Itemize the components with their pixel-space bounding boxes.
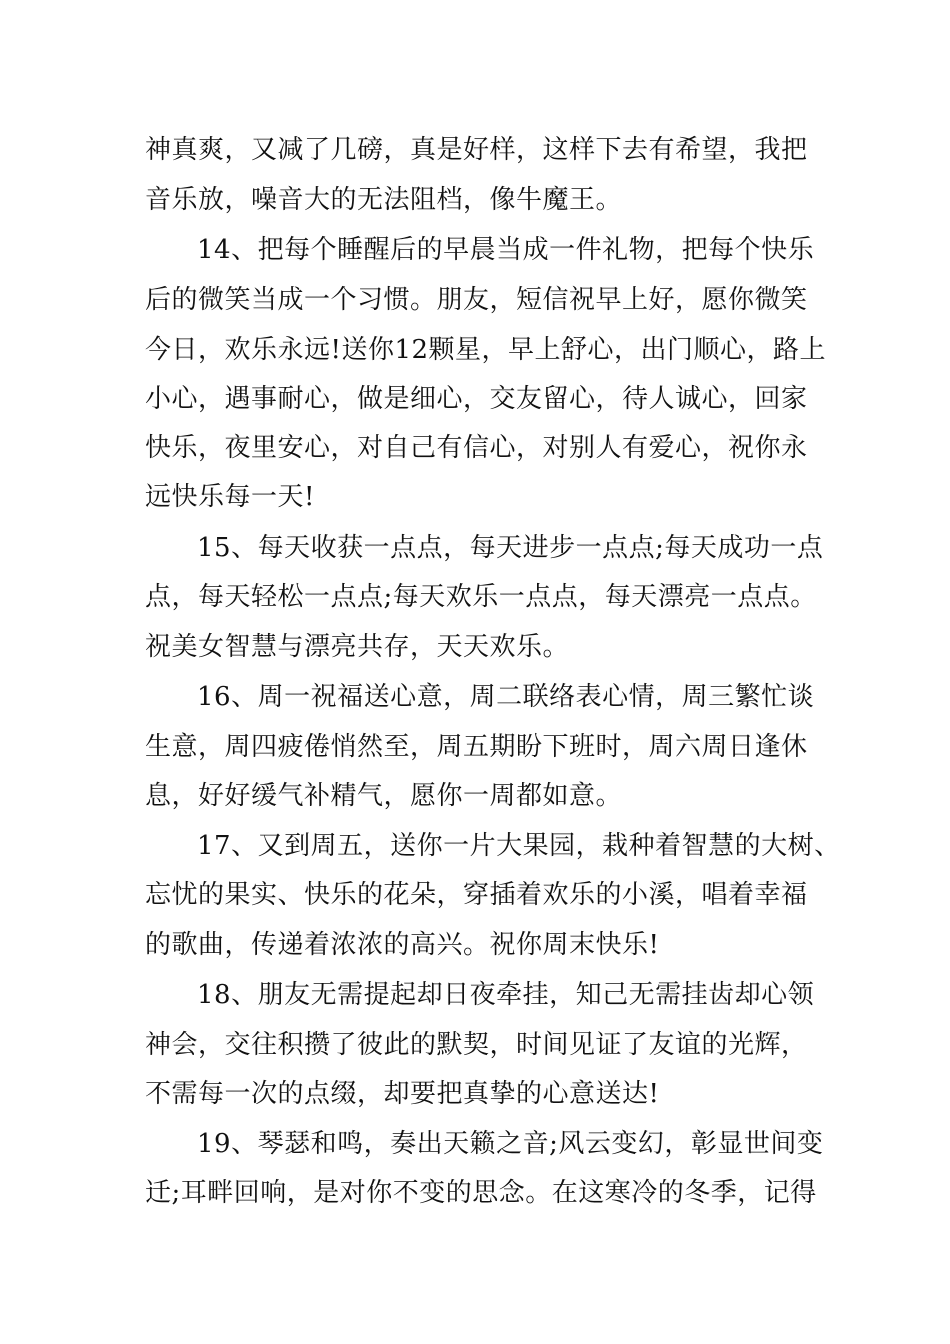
text-line: 神会，交往积攒了彼此的默契，时间见证了友谊的光辉， xyxy=(145,1030,808,1060)
text-line: 远快乐每一天! xyxy=(145,482,315,512)
text-line: 快乐，夜里安心，对自己有信心，对别人有爱心，祝你永 xyxy=(145,433,808,463)
text-line: 的歌曲，传递着浓浓的高兴。祝你周末快乐! xyxy=(145,930,660,960)
paragraph-18-start: 18、朋友无需提起却日夜牵挂，知己无需挂齿却心领 xyxy=(197,980,815,1010)
paragraph-19-start: 19、琴瑟和鸣，奏出天籁之音;风云变幻，彰显世间变 xyxy=(197,1129,824,1159)
text-line: 今日，欢乐永远!送你12颗星，早上舒心，出门顺心，路上 xyxy=(145,335,827,365)
text-line: 祝美女智慧与漂亮共存，天天欢乐。 xyxy=(145,632,570,662)
text-line: 点，每天轻松一点点;每天欢乐一点点，每天漂亮一点点。 xyxy=(145,582,817,612)
text-line: 忘忧的果实、快乐的花朵，穿插着欢乐的小溪，唱着幸福 xyxy=(145,880,808,910)
paragraph-16-start: 16、周一祝福送心意，周二联络表心情，周三繁忙谈 xyxy=(197,682,815,712)
text-line: 生意，周四疲倦悄然至，周五期盼下班时，周六周日逢休 xyxy=(145,732,808,762)
text-line: 小心，遇事耐心，做是细心，交友留心，待人诚心，回家 xyxy=(145,384,808,414)
paragraph-15-start: 15、每天收获一点点，每天进步一点点;每天成功一点 xyxy=(197,533,824,563)
paragraph-14-start: 14、把每个睡醒后的早晨当成一件礼物，把每个快乐 xyxy=(197,235,815,265)
text-line: 神真爽，又减了几磅，真是好样，这样下去有希望，我把 xyxy=(145,135,808,165)
text-line: 息，好好缓气补精气，愿你一周都如意。 xyxy=(145,781,623,811)
text-line: 后的微笑当成一个习惯。朋友，短信祝早上好，愿你微笑 xyxy=(145,285,808,315)
text-line: 音乐放，噪音大的无法阻档，像牛魔王。 xyxy=(145,185,623,215)
text-line: 不需每一次的点缀，却要把真挚的心意送达! xyxy=(145,1079,660,1109)
text-line: 迁;耳畔回响，是对你不变的思念。在这寒冷的冬季，记得 xyxy=(145,1178,817,1208)
paragraph-17-start: 17、又到周五，送你一片大果园，栽种着智慧的大树、 xyxy=(197,831,841,861)
